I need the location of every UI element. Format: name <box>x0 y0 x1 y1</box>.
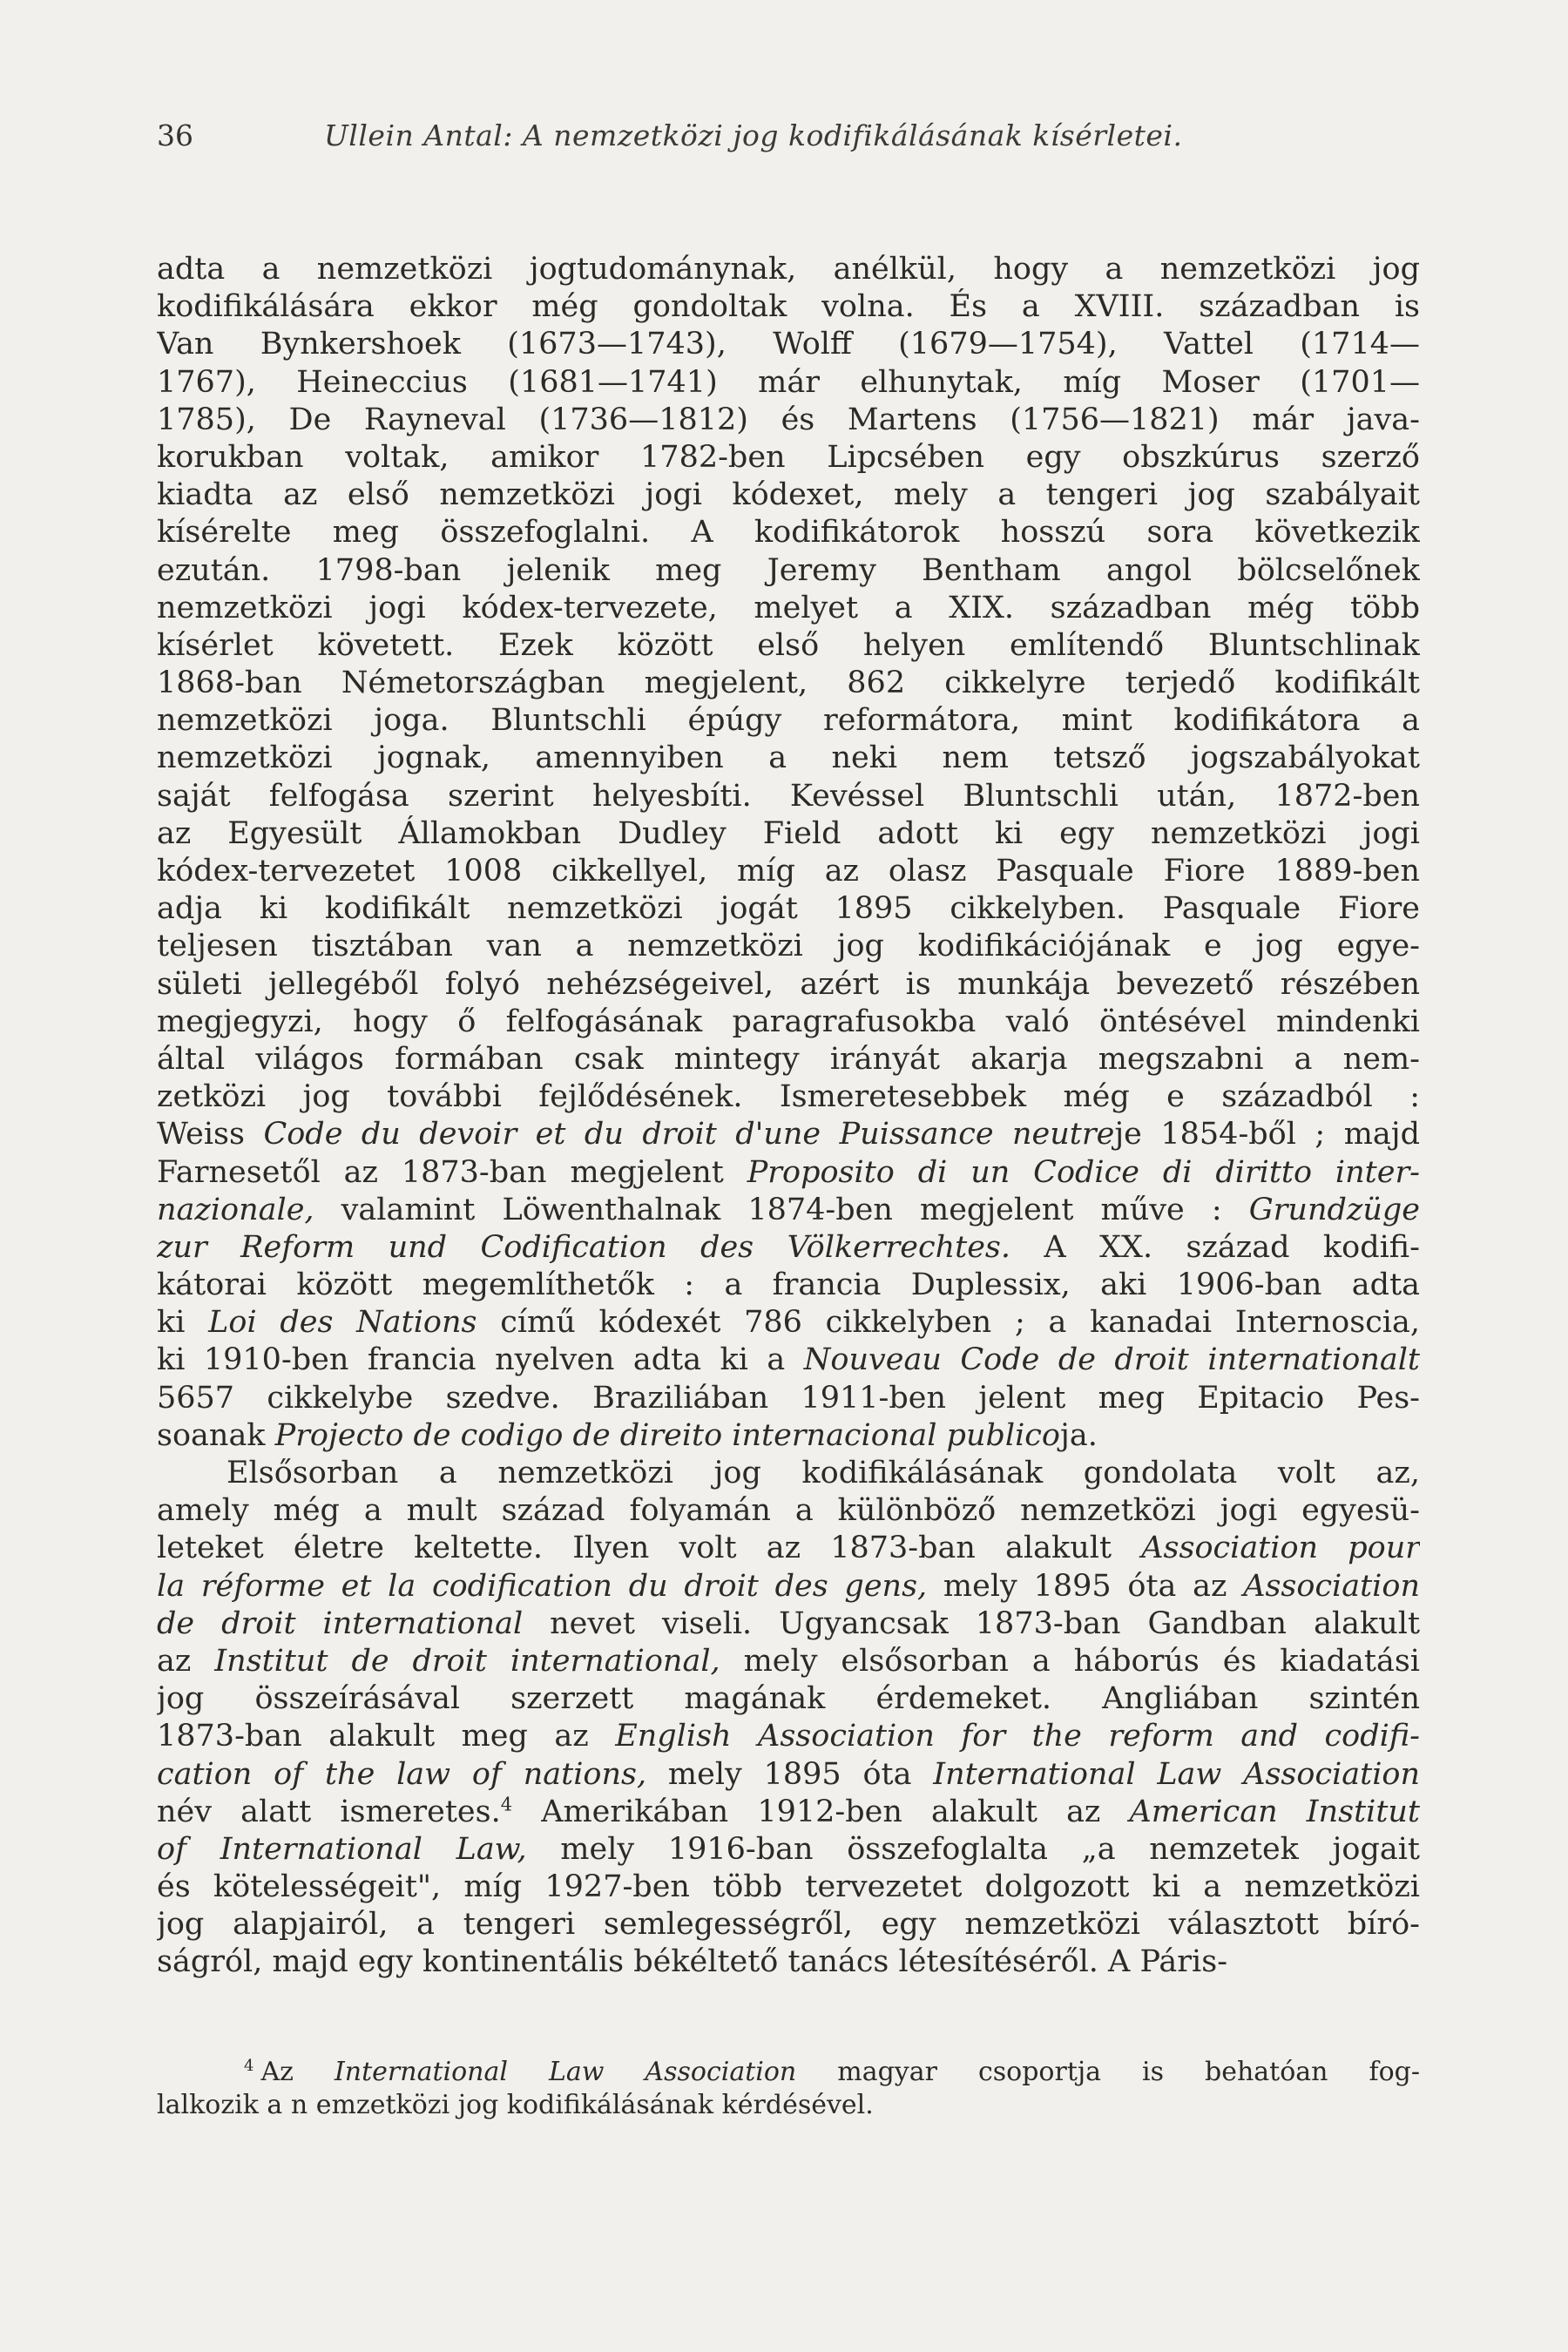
text-run: ságról, majd egy kontinentális békéltető tanács létesítéséről. A Páris- <box>157 1944 1228 1980</box>
text-run: ki <box>157 1305 209 1341</box>
running-title: Ullein Antal: A nemzetközi jog kodifikálásának kísérletei. <box>324 118 1183 152</box>
text-run: Van Bynkershoek (1673—1743), Wolff (1679—1754), Vattel (1714— <box>157 327 1420 362</box>
italic-title: zur Reform und Codification des Völkerrechtes. <box>157 1229 1010 1265</box>
text-line <box>157 1004 1420 1041</box>
body-text <box>157 251 1420 1982</box>
text-run: 1873-ban alakult meg az <box>157 1719 616 1754</box>
italic-title: Association pour <box>1141 1531 1420 1566</box>
text-run: ja. <box>1059 1417 1098 1453</box>
text-run: Amerikában 1912-ben alakult az <box>512 1794 1130 1829</box>
text-line <box>157 1455 1420 1492</box>
text-run: kodifikálására ekkor még gondoltak volna. És a XVIII. században is <box>157 289 1420 325</box>
italic-title: American Institut <box>1129 1794 1420 1829</box>
text-line <box>157 402 1420 439</box>
text-line <box>157 1756 1420 1794</box>
text-run: teljesen tisztában van a nemzetközi jog kodifikációjának e jog egye- <box>157 929 1420 964</box>
text-run: nemzetközi joga. Bluntschli épúgy reformátora, mint kodifikátora a <box>157 703 1420 739</box>
text-line <box>157 1342 1420 1379</box>
text-line <box>157 853 1420 890</box>
italic-title: Grundzüge <box>1248 1192 1420 1227</box>
text-run: című kódexét 786 cikkelyben ; a kanadai Internoscia, <box>476 1305 1420 1341</box>
text-run: leteket életre keltette. Ilyen volt az 1873-ban alakult <box>157 1531 1142 1566</box>
text-line <box>157 665 1420 702</box>
footnote-marker: 4 <box>244 2057 254 2075</box>
text-run: mely 1916-ban összefoglalta „a nemzetek jogait <box>526 1831 1420 1867</box>
text-line <box>157 326 1420 363</box>
text-run: korukban voltak, amikor 1782-ben Lipcsében egy obszkúrus szerző <box>157 439 1420 475</box>
text-run: kátorai között megemlíthetők : a francia Duplessix, aki 1906-ban adta <box>157 1267 1420 1303</box>
text-run: nevet viseli. Ugyancsak 1873-ban Gandban alakult <box>523 1605 1420 1641</box>
text-run: kísérlet követett. Ezek között első helyen említendő Bluntschlinak <box>157 627 1420 663</box>
text-line <box>157 1492 1420 1530</box>
text-run: magyar csoportja is behatóan fog- <box>796 2057 1420 2087</box>
text-run: név alatt ismeretes. <box>157 1794 501 1829</box>
text-line <box>157 1229 1420 1267</box>
italic-title: Institut de droit international, <box>214 1643 720 1679</box>
text-line <box>157 1267 1420 1304</box>
italic-title: International Law Association <box>933 1756 1420 1792</box>
text-line <box>157 966 1420 1004</box>
text-run: mely 1895 óta az <box>927 1568 1244 1604</box>
text-run: nemzetközi jognak, amennyiben a neki nem tetsző jogszabályokat <box>157 740 1420 776</box>
text-line <box>157 1943 1420 1981</box>
text-line <box>157 552 1420 590</box>
text-run: adta a nemzetközi jogtudománynak, anélkül, hogy a nemzetközi jog <box>157 252 1420 287</box>
text-run: kísérelte meg összefoglalni. A kodifikátorok hosszú sora következik <box>157 515 1420 551</box>
text-run: ki 1910-ben francia nyelven adta ki a <box>157 1342 804 1378</box>
text-line <box>157 740 1420 777</box>
text-line <box>157 1304 1420 1342</box>
text-line <box>157 1568 1420 1605</box>
text-run: mely 1895 óta <box>646 1756 934 1792</box>
text-run: 1868-ban Németországban megjelent, 862 cikkelyre terjedő kodifikált <box>157 666 1420 701</box>
text-line <box>157 251 1420 288</box>
italic-title: de droit international <box>157 1605 524 1641</box>
text-run: amely még a mult század folyamán a különböző nemzetközi jogi egyesü- <box>157 1493 1420 1529</box>
footnote-line <box>157 2089 1420 2122</box>
text-line <box>157 1154 1420 1192</box>
text-line <box>157 1078 1420 1116</box>
text-run: megjegyzi, hogy ő felfogásának paragrafusokba való öntésével mindenki <box>157 1004 1420 1039</box>
text-line <box>157 1192 1420 1229</box>
text-run: jog alapjairól, a tengeri semlegességről, egy nemzetközi választott bíró- <box>157 1907 1420 1943</box>
paragraph <box>157 251 1420 1455</box>
text-line <box>157 1643 1420 1680</box>
text-run: kódex-tervezetet 1008 cikkellyel, míg az olasz Pasquale Fiore 1889-ben <box>157 854 1420 889</box>
paragraph <box>157 1455 1420 1982</box>
text-run: lalkozik a n emzetközi jog kodifikálásának kérdésével. <box>157 2090 874 2120</box>
text-line <box>157 815 1420 853</box>
text-line <box>157 439 1420 476</box>
text-line <box>157 1794 1420 1831</box>
text-line <box>157 288 1420 326</box>
text-line <box>157 1041 1420 1078</box>
footnote <box>157 2056 1420 2122</box>
text-line <box>157 476 1420 514</box>
italic-title: Loi des Nations <box>208 1305 477 1341</box>
page-header <box>157 118 1429 162</box>
italic-title: la réforme et la codification du droit des gens, <box>157 1568 928 1604</box>
text-run: sületi jellegéből folyó nehézségeivel, azért is munkája bevezető részében <box>157 966 1420 1002</box>
text-line <box>157 778 1420 815</box>
text-run: 5657 cikkelybe szedve. Braziliában 1911-ben jelent meg Epitacio Pes- <box>157 1380 1420 1416</box>
text-run: ezután. 1798-ban jelenik meg Jeremy Bentham angol bölcselőnek <box>157 552 1420 588</box>
text-line <box>157 1605 1420 1643</box>
italic-title: English Association for the reform and codifi- <box>615 1719 1420 1754</box>
text-run: 1785), De Rayneval (1736—1812) és Martens (1756—1821) már java- <box>157 402 1420 437</box>
text-run: A XX. század kodifi- <box>1010 1229 1420 1265</box>
italic-title: nazionale, <box>157 1192 314 1227</box>
text-run: kiadta az első nemzetközi jogi kódexet, mely a tengeri jog szabályait <box>157 477 1420 513</box>
text-run: valamint Löwenthalnak 1874-ben megjelent műve : <box>314 1192 1249 1227</box>
text-line <box>157 590 1420 627</box>
italic-title: Code du devoir et du droit d'une Puissance neutre <box>263 1117 1115 1152</box>
text-run: zetközi jog további fejlődésének. Ismeretesebbek még e századból : <box>157 1079 1420 1115</box>
text-run: nemzetközi jogi kódex-tervezete, melyet a XIX. században még több <box>157 590 1420 625</box>
text-line <box>157 1906 1420 1943</box>
text-line <box>157 1380 1420 1417</box>
text-line <box>157 1831 1420 1869</box>
text-run: je 1854-ből ; majd <box>1114 1117 1420 1152</box>
text-line <box>157 702 1420 740</box>
text-line <box>157 364 1420 402</box>
text-line <box>157 1869 1420 1906</box>
text-run: az <box>157 1643 215 1679</box>
text-run: adja ki kodifikált nemzetközi jogát 1895 cikkelyben. Pasquale Fiore <box>157 891 1420 927</box>
italic-title: International Law Association <box>334 2057 797 2087</box>
italic-title: Nouveau Code de droit internationalt <box>803 1342 1420 1378</box>
text-line <box>157 627 1420 665</box>
text-run: soanak <box>157 1417 275 1453</box>
italic-title: Projecto de codigo de direito internacional publico <box>274 1417 1060 1453</box>
text-run: mely elsősorban a háborús és kiadatási <box>720 1643 1420 1679</box>
text-run: Az <box>260 2057 335 2087</box>
page-number: 36 <box>157 118 193 152</box>
text-line <box>157 928 1420 965</box>
text-run: Farnesetől az 1873-ban megjelent <box>157 1154 747 1190</box>
text-line <box>157 1417 1420 1455</box>
text-run: Elsősorban a nemzetközi jog kodifikálásának gondolata volt az, <box>226 1456 1420 1490</box>
italic-title: cation of the law of nations, <box>157 1756 647 1792</box>
text-run: és kötelességeit", míg 1927-ben több tervezetet dolgozott ki a nemzetközi <box>157 1869 1420 1905</box>
text-line <box>157 1680 1420 1718</box>
footnote-line <box>157 2056 1420 2089</box>
footnote-area <box>157 2056 1420 2122</box>
text-run: 1767), Heineccius (1681—1741) már elhunytak, míg Moser (1701— <box>157 364 1420 400</box>
italic-title: Association <box>1243 1568 1420 1604</box>
text-line <box>157 1116 1420 1153</box>
text-run: saját felfogása szerint helyesbíti. Kevéssel Bluntschli után, 1872-ben <box>157 778 1420 814</box>
footnote-reference: 4 <box>500 1794 513 1815</box>
text-run: jog összeírásával szerzett magának érdemeket. Angliában szintén <box>157 1681 1420 1717</box>
text-run: Weiss <box>157 1117 264 1152</box>
text-line <box>157 1530 1420 1567</box>
italic-title: Proposito di un Codice di diritto inter- <box>747 1154 1420 1190</box>
text-line <box>157 890 1420 928</box>
italic-title: of International Law, <box>157 1831 527 1867</box>
text-line <box>157 514 1420 551</box>
text-line <box>157 1718 1420 1755</box>
text-run: által világos formában csak mintegy irányát akarja megszabni a nem- <box>157 1041 1420 1077</box>
text-run: az Egyesült Államokban Dudley Field adott ki egy nemzetközi jogi <box>157 815 1420 851</box>
